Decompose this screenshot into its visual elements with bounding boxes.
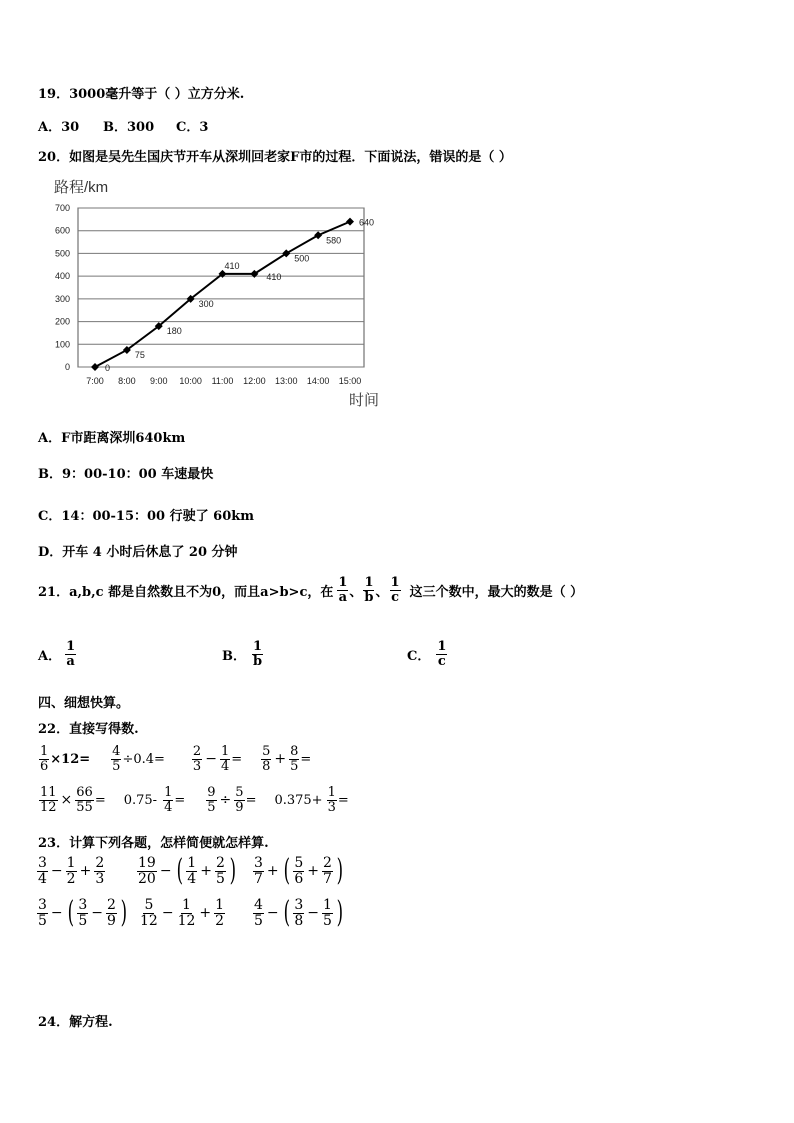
q21-option-a: A． 1 a [38,639,76,669]
distance-time-chart [40,172,400,412]
q23-expr-4: 3 5 − ( 3 5 − $\frac{2}{9}$ ) [38,895,128,931]
q21-separator: 、 [349,584,363,600]
chart-x-tick-label: 7:00 [86,376,104,386]
q19-option-b: B．300 [103,120,155,135]
chart-data-label: 500 [294,253,310,264]
q21-option-c: C． 1 c [407,639,447,669]
chart-x-tick-label: 15:00 [338,376,362,386]
q21-stem-suffix: 这三个数中，最大的数是（ ） [409,584,584,600]
q20-option-b: B．9：00-10：00 车速最快 [38,467,214,482]
q19-stem: 19．3000毫升等于（ ）立方分米. [38,87,245,102]
q21-frac-1-a: 1 a [338,575,348,605]
chart-y-tick-label: 600 [54,225,70,236]
q23-stem: 23．计算下列各题，怎样简便就怎样算. [38,836,269,851]
chart-data-point [91,363,99,371]
chart-y-tick-label: 200 [54,316,70,327]
chart-x-ticks [86,376,361,386]
q20-option-c: C．14：00-15：00 行驶了 60km [38,509,255,524]
q20-option-d: D．开车 4 小时后休息了 20 分钟 [38,545,238,560]
q19-option-c: C．3 [176,120,209,135]
q21-frac-1-b: 1 b [364,575,374,605]
chart-data-point [314,231,322,239]
chart-plot-border [78,208,364,367]
q21-stem-prefix: 21．a,b,c 都是自然数且不为0，而且a>b>c，在 [38,584,334,600]
chart-grid [78,208,364,367]
chart-y-tick-label: 700 [54,203,70,213]
q23-expr-1: 3 4 − $\frac{1}{2}$ + $\frac{2}{3}$ [38,855,105,887]
section-4-title: 四、细想快算。 [38,696,130,711]
chart-x-axis-label: 时间 [349,392,380,409]
chart-data-label: 580 [326,235,342,246]
q24-stem: 24．解方程. [38,1015,113,1030]
q22-expr-8: 0.375+ $\frac{1}{3}$ = [274,785,349,815]
chart-data-labels [105,218,374,373]
q22-expr-3: 2 3 − $\frac{1}{4}$ = [192,744,243,774]
chart-x-tick-label: 9:00 [149,376,168,386]
chart-y-tick-label: 0 [64,362,70,372]
q23-expr-2: 19 20 − ( 1 4 + $\frac{2}{5}$ ) [138,853,236,889]
q22-expr-6: 0.75- $\frac{1}{4}$ = [123,785,186,815]
chart-data-label: 640 [359,217,375,228]
chart-x-tick-label: 12:00 [243,376,266,386]
q20-stem: 20．如图是吴先生国庆节开车从深圳回老家F市的过程．下面说法，错误的是（ ） [38,150,512,165]
chart-data-label: 410 [224,260,240,271]
q22-expr-2: $\frac{4}{5}$ ÷0.4= [112,744,165,774]
chart-x-tick-label: 14:00 [306,376,330,386]
q22-stem: 22．直接写得数. [38,722,139,737]
q22-expr-4: 5 8 + $\frac{8}{5}$ = [262,744,312,774]
chart-data-label: 0 [105,363,111,373]
q21-option-b: B． 1 b [222,639,263,669]
q22-row-2 [38,786,349,814]
chart-data-label: 300 [198,298,214,309]
chart-x-tick-label: 11:00 [211,376,234,386]
q23-expr-3: 3 7 + ( 5 6 + $\frac{2}{7}$ ) [254,853,344,889]
chart-y-tick-label: 500 [54,248,70,259]
chart-data-label: 180 [166,326,182,337]
q21-separator: 、 [375,584,389,600]
chart-y-tick-label: 100 [54,339,70,350]
chart-y-tick-label: 300 [54,293,70,304]
q23-expr-5: 5 12 − $\frac{1}{12}$ + $\frac{1}{2}$ [140,897,225,929]
q19-option-a: A．30 [38,120,80,135]
q22-expr-7: $\frac{9}{5}$ ÷ $\frac{5}{9}$ = [207,785,257,815]
chart-y-ticks [55,203,70,372]
chart-x-tick-label: 13:00 [274,376,298,386]
chart-x-tick-label: 8:00 [118,376,136,386]
q23-expr-6: 4 5 − ( 3 8 − $\frac{1}{5}$ ) [254,895,344,931]
chart-x-tick-label: 10:00 [179,376,202,386]
chart-data-label: 410 [266,271,282,282]
chart-data-point [346,218,354,226]
chart-series-line [95,222,350,367]
q21-stem [38,576,583,604]
q22-expr-5: $\frac{11}{12}$ × $\frac{66}{55}$ = [40,785,106,815]
chart-y-tick-label: 400 [54,271,70,282]
q21-frac-1-c: 1 c [390,575,400,605]
q22-expr-1: $\frac{1}{6}$ ×12= [40,744,91,774]
chart-data-label: 75 [134,349,145,360]
chart-y-axis-label: 路程/km [54,179,109,196]
q22-row-1 [38,745,311,773]
q20-option-a: A．F市距离深圳640km [38,431,186,446]
